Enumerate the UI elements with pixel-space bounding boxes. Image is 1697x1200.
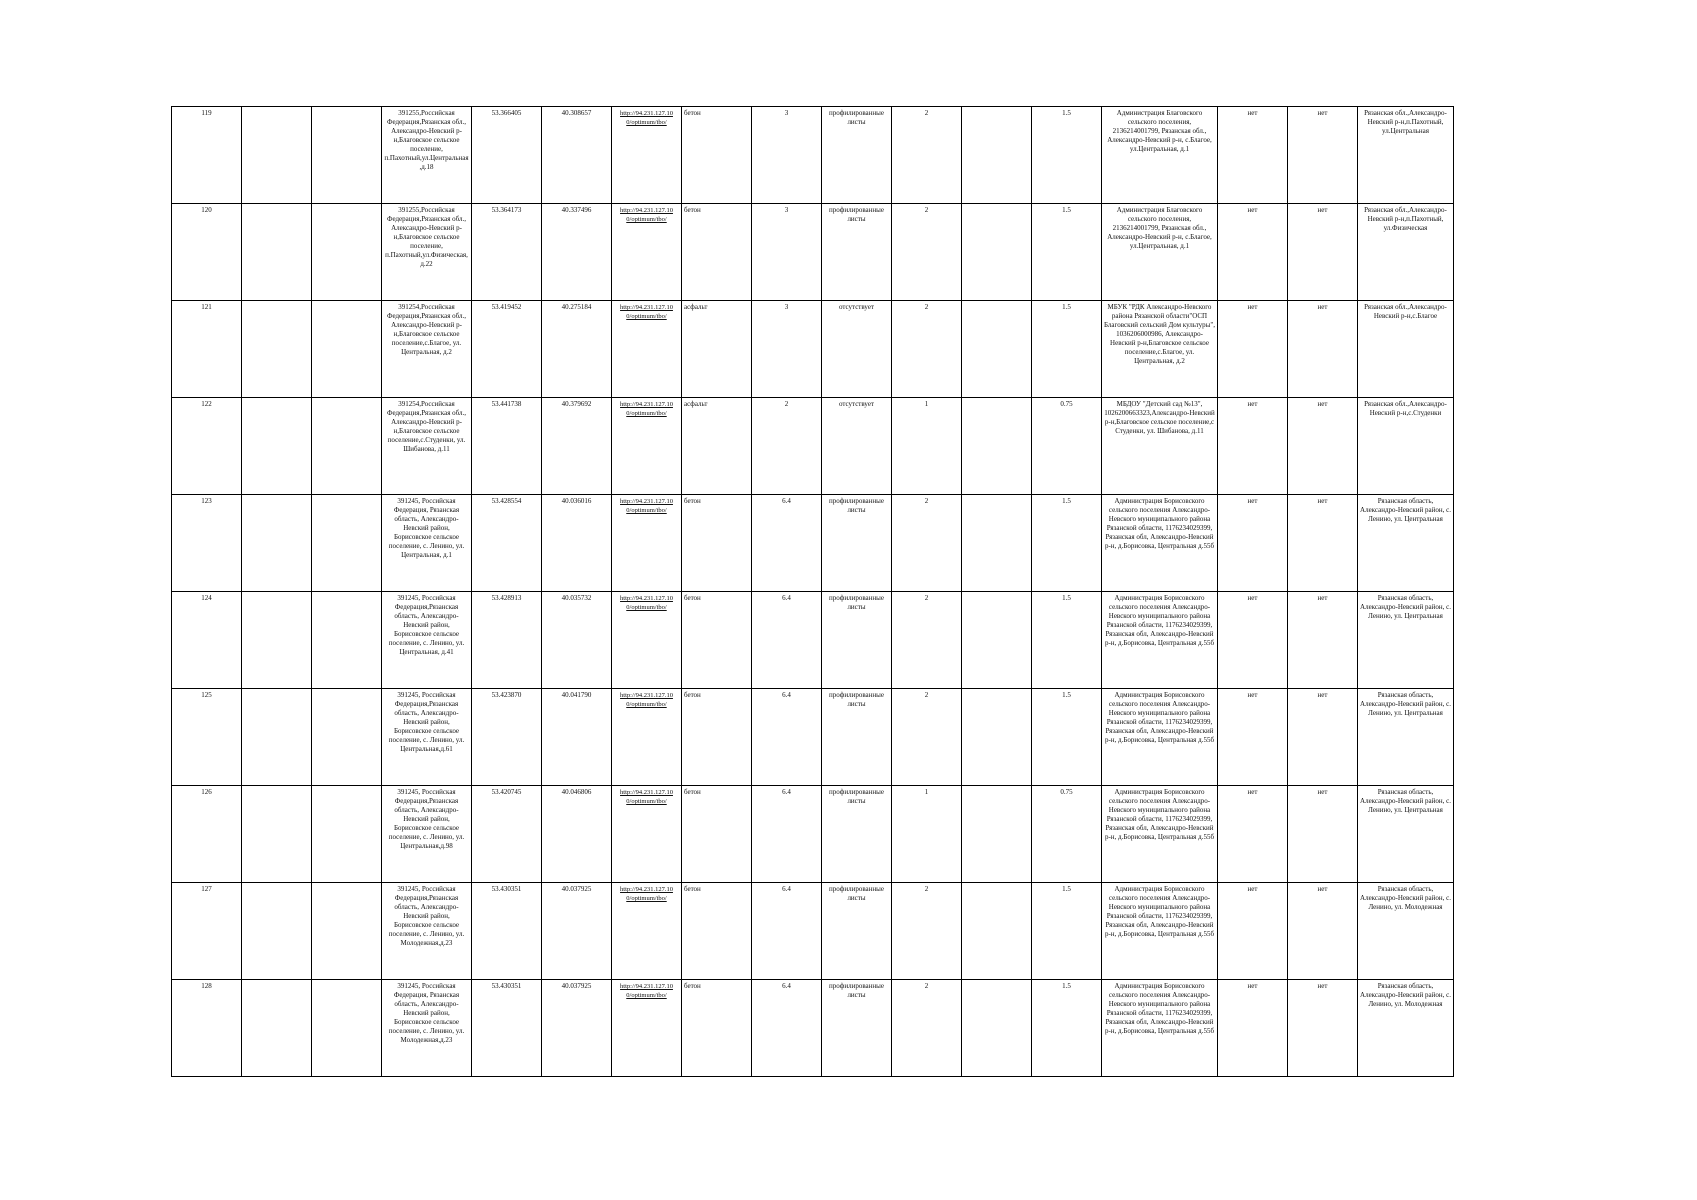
row-number-cell: 128 [172, 980, 242, 1077]
address-cell: 391245, Российская Федерация,Рязанская область, Александро-Невский район, Борисовское сельское поселение, с. Ленино, ул. Центральная, д.41 [382, 592, 472, 689]
empty-cell-2 [242, 883, 312, 980]
area-cell: 6.4 [752, 592, 822, 689]
table-row [172, 107, 1454, 204]
served-area-cell: Рязанская область, Александро-Невский район, с. Ленино, ул. Центральная [1358, 592, 1454, 689]
flag-1-cell: нет [1218, 107, 1288, 204]
longitude-cell: 40.037925 [542, 980, 612, 1077]
containers-count-cell: 2 [892, 204, 962, 301]
containers-count-cell: 2 [892, 689, 962, 786]
flag-1-cell: нет [1218, 883, 1288, 980]
empty-cell-2 [242, 204, 312, 301]
empty-cell-3 [312, 107, 382, 204]
owner-cell: Администрация Борисовского сельского поселения Александро-Невского муниципального района Рязанской области, 1176234029399, Рязанская обл, Александро-Невский р-н, д.Борисовка, Центральная д.55б [1102, 689, 1218, 786]
containers-count-cell: 2 [892, 883, 962, 980]
empty-cell-2 [242, 689, 312, 786]
owner-cell: Администрация Благовского сельского поселения, 2136214001799, Рязанская обл., Александро-Невский р-н, с.Благое, ул.Центральная, д.1 [1102, 107, 1218, 204]
longitude-cell: 40.046806 [542, 786, 612, 883]
volume-cell: 1.5 [1032, 107, 1102, 204]
map-link[interactable]: http://94.231.127.10 0/optimum/tbo/ [620, 595, 673, 611]
address-cell: 391254,Российская Федерация,Рязанская обл., Александро-Невский р-н,Благовское сельское поселение,с.Студенки, ул. Шибанова, д.11 [382, 398, 472, 495]
table-row [172, 592, 1454, 689]
flag-2-cell: нет [1288, 689, 1358, 786]
fence-cell: профилированные листы [822, 980, 892, 1077]
area-cell: 3 [752, 301, 822, 398]
row-number-cell: 120 [172, 204, 242, 301]
area-cell: 6.4 [752, 786, 822, 883]
map-link[interactable]: http://94.231.127.10 0/optimum/tbo/ [620, 498, 673, 514]
row-number-cell: 121 [172, 301, 242, 398]
address-cell: 391245, Российская Федерация, Рязанская область, Александро-Невский район, Борисовское сельское поселение, с. Ленино, ул. Молодежная,д.23 [382, 980, 472, 1077]
table-row [172, 689, 1454, 786]
table-row [172, 398, 1454, 495]
containers-count-cell: 1 [892, 786, 962, 883]
map-link[interactable]: http://94.231.127.10 0/optimum/tbo/ [620, 983, 673, 999]
served-area-cell: Рязанская обл.,Александро-Невский р-н,п.Пахотный, ул.Центральная [1358, 107, 1454, 204]
table-row [172, 204, 1454, 301]
containers-count-cell: 2 [892, 592, 962, 689]
area-cell: 2 [752, 398, 822, 495]
flag-2-cell: нет [1288, 301, 1358, 398]
link-cell [612, 592, 682, 689]
table-row [172, 980, 1454, 1077]
address-cell: 391254,Российская Федерация,Рязанская обл., Александро-Невский р-н,Благовское сельское поселение,с.Благое, ул. Центральная, д.2 [382, 301, 472, 398]
fence-cell: профилированные листы [822, 592, 892, 689]
registry-table [171, 106, 1454, 1077]
volume-cell: 1.5 [1032, 204, 1102, 301]
longitude-cell: 40.041790 [542, 689, 612, 786]
link-cell [612, 689, 682, 786]
owner-cell: Администрация Благовского сельского поселения, 2136214001799, Рязанская обл., Александро-Невский р-н, с.Благое, ул.Центральная, д.1 [1102, 204, 1218, 301]
address-cell: 391255,Российская Федерация,Рязанская обл., Александро-Невский р-н,Благовское сельское поселение, п.Пахотный,ул.Физическая,д.22 [382, 204, 472, 301]
fence-cell: профилированные листы [822, 786, 892, 883]
latitude-cell: 53.428913 [472, 592, 542, 689]
area-cell: 6.4 [752, 980, 822, 1077]
empty-cell-12 [962, 980, 1032, 1077]
surface-cell: бетон [682, 980, 752, 1077]
table-row [172, 883, 1454, 980]
surface-cell: бетон [682, 495, 752, 592]
area-cell: 6.4 [752, 883, 822, 980]
empty-cell-2 [242, 592, 312, 689]
row-number-cell: 119 [172, 107, 242, 204]
table-row [172, 786, 1454, 883]
owner-cell: МБУК "РДК Александро-Невского района Рязанской области"ОСП Благовский сельский Дом культуры", 1036206000986, Александро-Невский р-н,Благовское сельское поселение,с.Благое, ул. Центральная, д.2 [1102, 301, 1218, 398]
surface-cell: бетон [682, 786, 752, 883]
link-cell [612, 301, 682, 398]
volume-cell: 1.5 [1032, 980, 1102, 1077]
containers-count-cell: 2 [892, 980, 962, 1077]
address-cell: 391245, Российская Федерация, Рязанская область, Александро-Невский район, Борисовское сельское поселение, с. Ленино, ул. Центральная, д.1 [382, 495, 472, 592]
area-cell: 3 [752, 107, 822, 204]
table-body [172, 107, 1454, 1077]
volume-cell: 0.75 [1032, 786, 1102, 883]
empty-cell-12 [962, 107, 1032, 204]
surface-cell: бетон [682, 107, 752, 204]
flag-1-cell: нет [1218, 301, 1288, 398]
empty-cell-3 [312, 689, 382, 786]
table-row [172, 495, 1454, 592]
empty-cell-2 [242, 301, 312, 398]
latitude-cell: 53.364173 [472, 204, 542, 301]
surface-cell: бетон [682, 883, 752, 980]
latitude-cell: 53.430351 [472, 883, 542, 980]
empty-cell-3 [312, 786, 382, 883]
empty-cell-12 [962, 398, 1032, 495]
empty-cell-2 [242, 107, 312, 204]
row-number-cell: 125 [172, 689, 242, 786]
latitude-cell: 53.423870 [472, 689, 542, 786]
volume-cell: 1.5 [1032, 592, 1102, 689]
longitude-cell: 40.337496 [542, 204, 612, 301]
volume-cell: 1.5 [1032, 495, 1102, 592]
empty-cell-12 [962, 301, 1032, 398]
volume-cell: 1.5 [1032, 883, 1102, 980]
longitude-cell: 40.036016 [542, 495, 612, 592]
empty-cell-2 [242, 786, 312, 883]
empty-cell-2 [242, 980, 312, 1077]
row-number-cell: 123 [172, 495, 242, 592]
fence-cell: профилированные листы [822, 689, 892, 786]
empty-cell-2 [242, 495, 312, 592]
served-area-cell: Рязанская область, Александро-Невский район, с. Ленино, ул. Центральная [1358, 495, 1454, 592]
surface-cell: асфальт [682, 398, 752, 495]
empty-cell-12 [962, 689, 1032, 786]
link-cell [612, 786, 682, 883]
owner-cell: МБДОУ "Детский сад №13", 1026200663323,Александро-Невский р-н,Благовское сельское поселение,с Студенки, ул. Шибанова, д.11 [1102, 398, 1218, 495]
address-cell: 391245, Российская Федерация,Рязанская область, Александро-Невский район, Борисовское сельское поселение, с. Ленино, ул. Молодежная,д.23 [382, 883, 472, 980]
served-area-cell: Рязанская обл.,Александро-Невский р-н,п.Пахотный, ул.Физическая [1358, 204, 1454, 301]
served-area-cell: Рязанская область, Александро-Невский район, с. Ленино, ул. Центральная [1358, 689, 1454, 786]
surface-cell: бетон [682, 689, 752, 786]
empty-cell-3 [312, 883, 382, 980]
served-area-cell: Рязанская обл.,Александро-Невский р-н,с.Студенки [1358, 398, 1454, 495]
fence-cell: профилированные листы [822, 883, 892, 980]
flag-1-cell: нет [1218, 980, 1288, 1077]
row-number-cell: 122 [172, 398, 242, 495]
longitude-cell: 40.037925 [542, 883, 612, 980]
surface-cell: бетон [682, 204, 752, 301]
flag-2-cell: нет [1288, 980, 1358, 1077]
link-cell [612, 398, 682, 495]
link-cell [612, 980, 682, 1077]
row-number-cell: 127 [172, 883, 242, 980]
empty-cell-3 [312, 592, 382, 689]
address-cell: 391255,Российская Федерация,Рязанская обл., Александро-Невский р-н,Благовское сельское поселение, п.Пахотный,ул.Центральная,д.18 [382, 107, 472, 204]
link-cell [612, 204, 682, 301]
served-area-cell: Рязанская область, Александро-Невский район, с. Ленино, ул. Молодежная [1358, 980, 1454, 1077]
empty-cell-12 [962, 495, 1032, 592]
served-area-cell: Рязанская обл.,Александро-Невский р-н,с.Благое [1358, 301, 1454, 398]
owner-cell: Администрация Борисовского сельского поселения Александро-Невского муниципального района Рязанской области, 1176234029399, Рязанская обл, Александро-Невский р-н, д.Борисовка, Центральная д.55б [1102, 980, 1218, 1077]
flag-1-cell: нет [1218, 398, 1288, 495]
served-area-cell: Рязанская область, Александро-Невский район, с. Ленино, ул. Молодежная [1358, 883, 1454, 980]
map-link[interactable]: http://94.231.127.10 0/optimum/tbo/ [620, 886, 673, 902]
flag-2-cell: нет [1288, 107, 1358, 204]
flag-2-cell: нет [1288, 786, 1358, 883]
surface-cell: бетон [682, 592, 752, 689]
flag-2-cell: нет [1288, 398, 1358, 495]
flag-1-cell: нет [1218, 592, 1288, 689]
empty-cell-3 [312, 495, 382, 592]
address-cell: 391245, Российская Федерация,Рязанская область, Александро-Невский район, Борисовское сельское поселение, с. Ленино, ул. Центральная,д.98 [382, 786, 472, 883]
longitude-cell: 40.379692 [542, 398, 612, 495]
row-number-cell: 124 [172, 592, 242, 689]
flag-2-cell: нет [1288, 204, 1358, 301]
empty-cell-2 [242, 398, 312, 495]
map-link[interactable]: http://94.231.127.10 0/optimum/tbo/ [620, 110, 673, 126]
containers-count-cell: 2 [892, 301, 962, 398]
latitude-cell: 53.419452 [472, 301, 542, 398]
containers-count-cell: 2 [892, 107, 962, 204]
served-area-cell: Рязанская область, Александро-Невский район, с. Ленино, ул. Центральная [1358, 786, 1454, 883]
table-row [172, 301, 1454, 398]
latitude-cell: 53.428554 [472, 495, 542, 592]
empty-cell-3 [312, 301, 382, 398]
volume-cell: 0.75 [1032, 398, 1102, 495]
longitude-cell: 40.035732 [542, 592, 612, 689]
empty-cell-12 [962, 592, 1032, 689]
link-cell [612, 495, 682, 592]
latitude-cell: 53.441738 [472, 398, 542, 495]
flag-1-cell: нет [1218, 689, 1288, 786]
latitude-cell: 53.366405 [472, 107, 542, 204]
flag-2-cell: нет [1288, 592, 1358, 689]
owner-cell: Администрация Борисовского сельского поселения Александро-Невского муниципального района Рязанской области, 1176234029399, Рязанская обл, Александро-Невский р-н, д.Борисовка, Центральная д.55б [1102, 495, 1218, 592]
area-cell: 6.4 [752, 495, 822, 592]
empty-cell-12 [962, 204, 1032, 301]
link-cell [612, 107, 682, 204]
surface-cell: асфальт [682, 301, 752, 398]
map-link[interactable]: http://94.231.127.10 0/optimum/tbo/ [620, 401, 673, 417]
owner-cell: Администрация Борисовского сельского поселения Александро-Невского муниципального района Рязанской области, 1176234029399, Рязанская обл, Александро-Невский р-н, д.Борисовка, Центральная д.55б [1102, 592, 1218, 689]
empty-cell-3 [312, 980, 382, 1077]
address-cell: 391245, Российская Федерация,Рязанская область, Александро-Невский район, Борисовское сельское поселение, с. Ленино, ул. Центральная,д.61 [382, 689, 472, 786]
map-link[interactable]: http://94.231.127.10 0/optimum/tbo/ [620, 304, 673, 320]
fence-cell: профилированные листы [822, 495, 892, 592]
flag-1-cell: нет [1218, 786, 1288, 883]
longitude-cell: 40.275184 [542, 301, 612, 398]
fence-cell: отсутствует [822, 301, 892, 398]
empty-cell-12 [962, 786, 1032, 883]
map-link[interactable]: http://94.231.127.10 0/optimum/tbo/ [620, 692, 673, 708]
area-cell: 6.4 [752, 689, 822, 786]
fence-cell: отсутствует [822, 398, 892, 495]
longitude-cell: 40.308657 [542, 107, 612, 204]
row-number-cell: 126 [172, 786, 242, 883]
map-link[interactable]: http://94.231.127.10 0/optimum/tbo/ [620, 789, 673, 805]
fence-cell: профилированные листы [822, 204, 892, 301]
link-cell [612, 883, 682, 980]
empty-cell-3 [312, 398, 382, 495]
latitude-cell: 53.430351 [472, 980, 542, 1077]
owner-cell: Администрация Борисовского сельского поселения Александро-Невского муниципального района Рязанской области, 1176234029399, Рязанская обл, Александро-Невский р-н, д.Борисовка, Центральная д.55б [1102, 786, 1218, 883]
volume-cell: 1.5 [1032, 689, 1102, 786]
area-cell: 3 [752, 204, 822, 301]
flag-2-cell: нет [1288, 883, 1358, 980]
empty-cell-3 [312, 204, 382, 301]
containers-count-cell: 2 [892, 495, 962, 592]
containers-count-cell: 1 [892, 398, 962, 495]
empty-cell-12 [962, 883, 1032, 980]
fence-cell: профилированные листы [822, 107, 892, 204]
flag-1-cell: нет [1218, 204, 1288, 301]
latitude-cell: 53.420745 [472, 786, 542, 883]
volume-cell: 1.5 [1032, 301, 1102, 398]
flag-1-cell: нет [1218, 495, 1288, 592]
owner-cell: Администрация Борисовского сельского поселения Александро-Невского муниципального района Рязанской области, 1176234029399, Рязанская обл, Александро-Невский р-н, д.Борисовка, Центральная д.55б [1102, 883, 1218, 980]
map-link[interactable]: http://94.231.127.10 0/optimum/tbo/ [620, 207, 673, 223]
flag-2-cell: нет [1288, 495, 1358, 592]
